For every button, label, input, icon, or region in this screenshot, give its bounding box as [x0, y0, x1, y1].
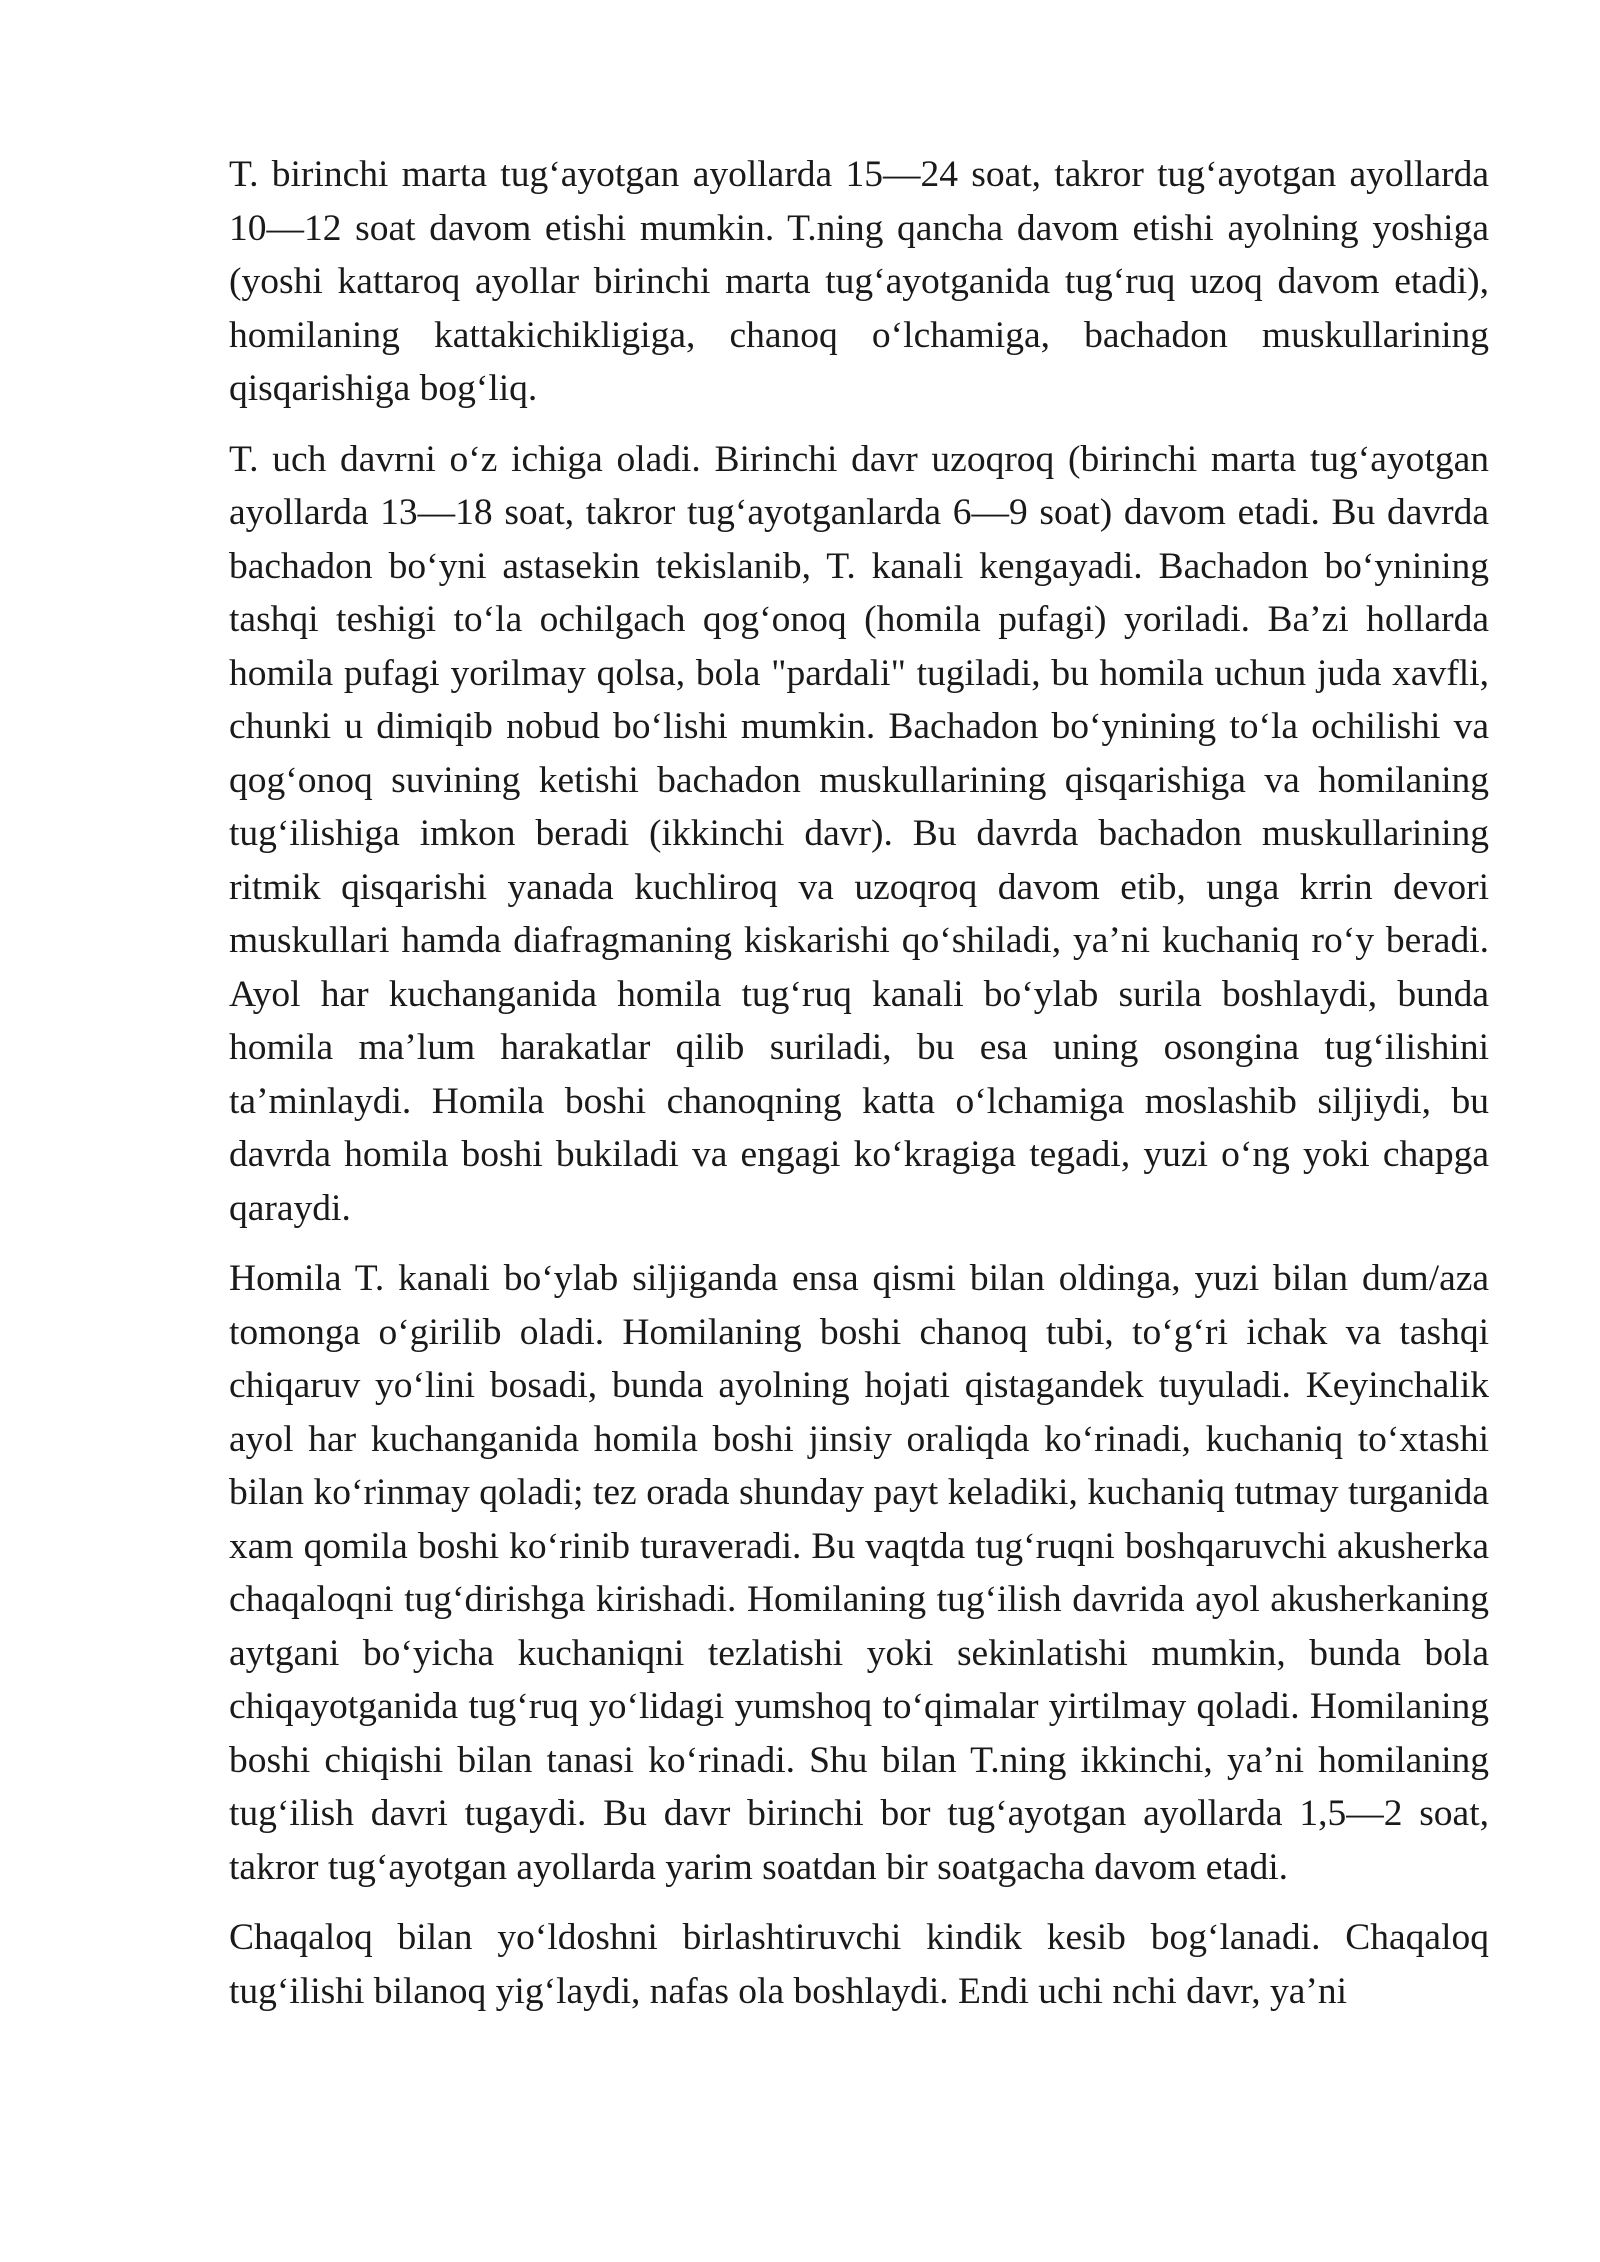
- paragraph-fetal-descent: Homila T. kanali bo‘ylab siljiganda ensa qismi bilan oldinga, yuzi bilan dum/aza tomonga o‘girilib oladi. Homilaning boshi chanoq tubi, to‘g‘ri ichak va tashqi chiqaruv yo‘lini bosadi, bunda ayolning hojati qistagandek tuyuladi. Keyinchalik ayol har kuchanganida homila boshi jinsiy oraliqda ko‘rinadi, kuchaniq to‘xtashi bilan ko‘rinmay qoladi; tez orada shunday payt keladiki, kuchaniq tutmay turganida xam qomila boshi ko‘rinib turaveradi. Bu vaqtda tug‘ruqni boshqaruvchi akusherka chaqaloqni tug‘dirishga kirishadi. Homilaning tug‘ilish davrida ayol akusherkaning aytgani bo‘yicha kuchaniqni tezlatishi yoki sekinlatishi mumkin, bunda bola chiqayotganida tug‘ruq yo‘lidagi yumshoq to‘qimalar yirtilmay qoladi. Homilaning boshi chiqishi bilan tanasi ko‘rinadi. Shu bilan T.ning ikkinchi, ya’ni homilaning tug‘ilish davri tugaydi. Bu davr birinchi bor tug‘ayotgan ayollarda 1,5—2 soat, takror tug‘ayotgan ayollarda yarim soatdan bir soatgacha davom etadi.: [229, 1258, 1489, 1888]
- paragraph-labor-duration: T. birinchi marta tug‘ayotgan ayollarda 15—24 soat, takror tug‘ayotgan ayollarda 10—12 soat davom etishi mumkin. T.ning qancha davom etishi ayolning yoshiga (yoshi kattaroq ayollar birinchi marta tug‘ayotganida tug‘ruq uzoq davom etadi), homilaning kattakichikligiga, chanoq o‘lchamiga, bachadon muskullarining qisqarishiga bog‘liq.: [229, 154, 1489, 409]
- document-page: [229, 148, 1489, 2035]
- paragraph-labor-stages: T. uch davrni o‘z ichiga oladi. Birinchi davr uzoqroq (birinchi marta tug‘ayotgan ayollarda 13—18 soat, takror tug‘ayotganlarda 6—9 soat) davom etadi. Bu davrda bachadon bo‘yni astasekin tekislanib, T. kanali kengayadi. Bachadon bo‘ynining tashqi teshigi to‘la ochilgach qog‘onoq (homila pufagi) yoriladi. Ba’zi hollarda homila pufagi yorilmay qolsa, bola "pardali" tugiladi, bu homila uchun juda xavfli, chunki u dimiqib nobud bo‘lishi mumkin. Bachadon bo‘ynining to‘la ochilishi va qog‘onoq suvining ketishi bachadon muskullarining qisqarishiga va homilaning tug‘ilishiga imkon beradi (ikkinchi davr). Bu davrda bachadon muskullarining ritmik qisqarishi yanada kuchliroq va uzoqroq davom etib, unga krrin devori muskullari hamda diafragmaning kiskarishi qo‘shiladi, ya’ni kuchaniq ro‘y beradi. Ayol har kuchanganida homila tug‘ruq kanali bo‘ylab surila boshlaydi, bunda homila ma’lum harakatlar qilib suriladi, bu esa uning osongina tug‘ilishini ta’minlaydi. Homila boshi chanoqning katta o‘lchamiga moslashib siljiydi, bu davrda homila boshi bukiladi va engagi ko‘kragiga tegadi, yuzi o‘ng yoki chapga qaraydi.: [229, 438, 1489, 1229]
- paragraph-newborn: Chaqaloq bilan yo‘ldoshni birlashtiruvchi kindik kesib bog‘lanadi. Chaqaloq tug‘ilishi bilanoq yig‘laydi, nafas ola boshlaydi. Endi uchi nchi davr, ya’ni: [229, 1917, 1489, 2012]
